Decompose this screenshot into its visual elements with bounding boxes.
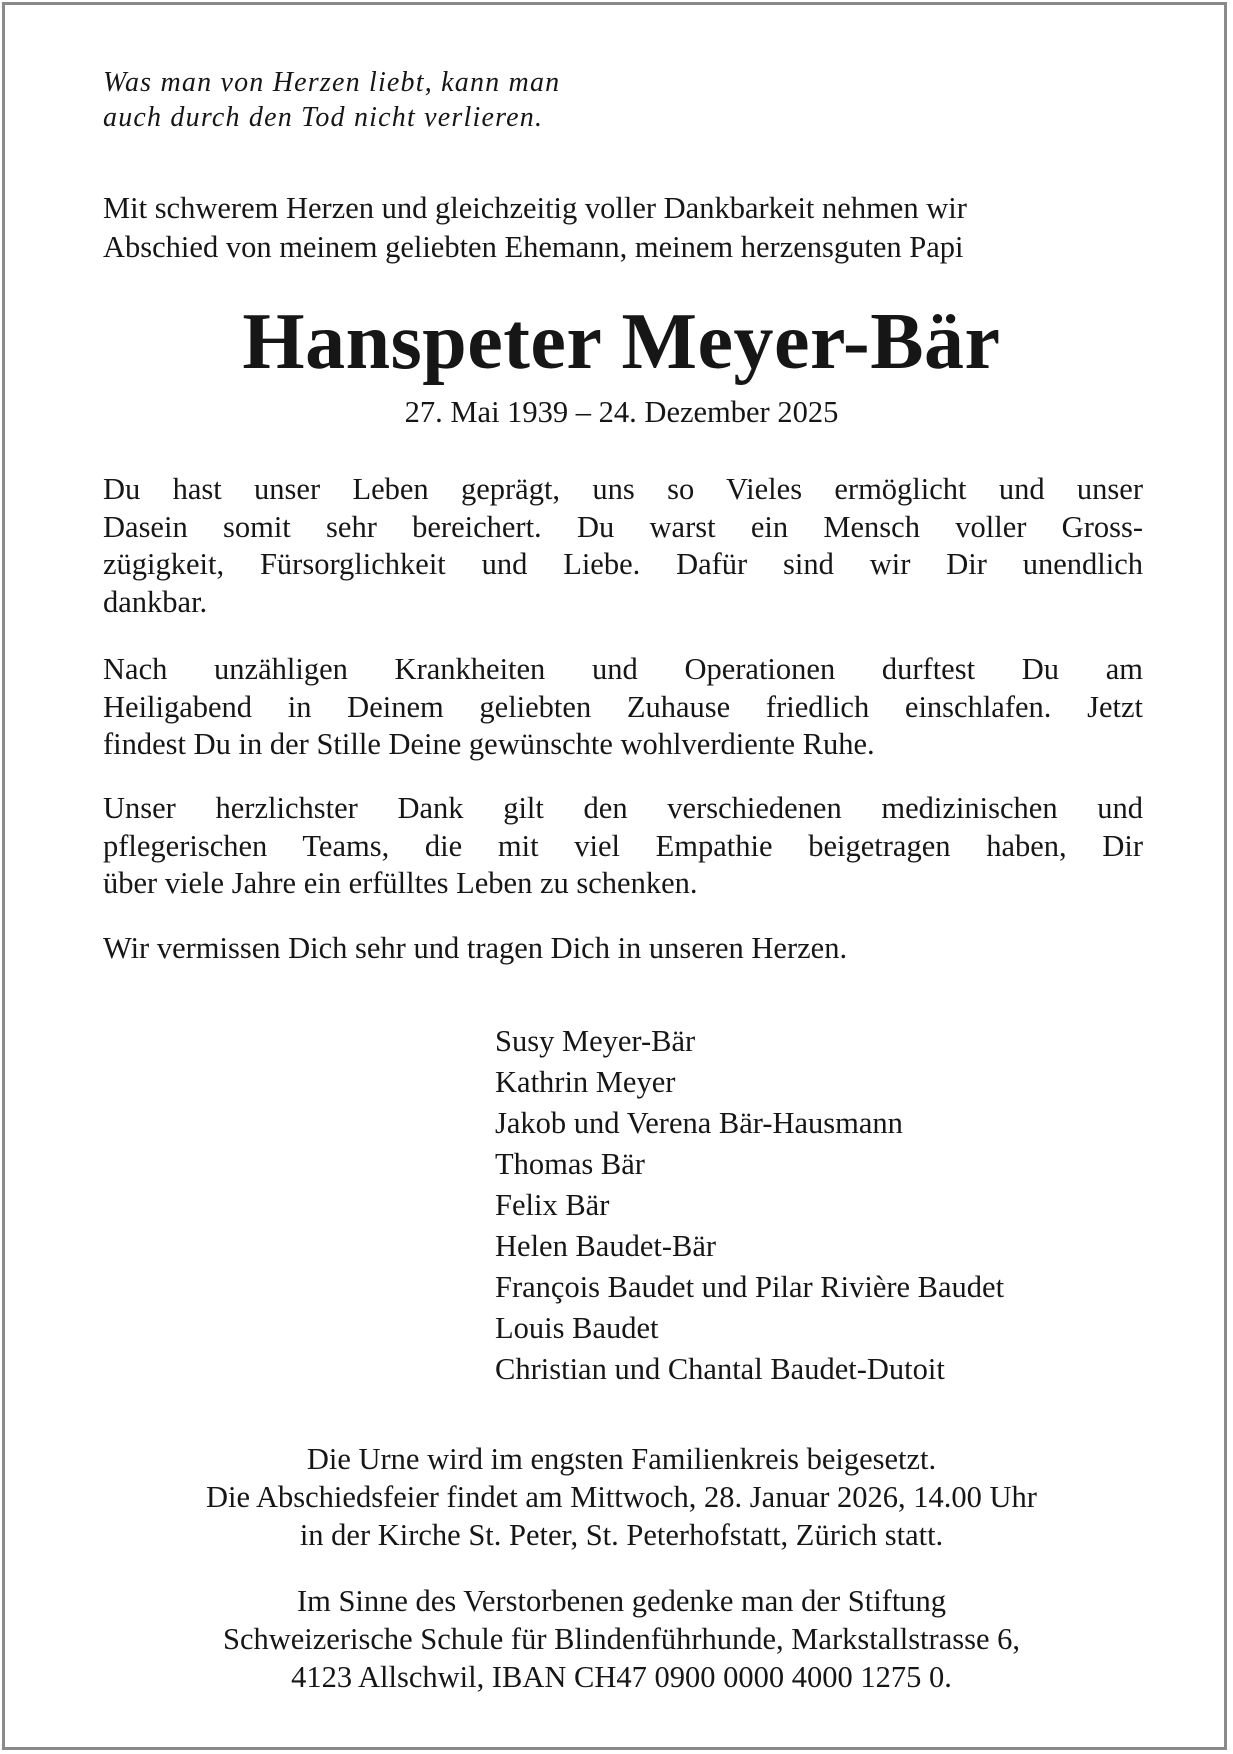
mourner-name: François Baudet und Pilar Rivière Baudet xyxy=(495,1270,1005,1304)
paragraph-line: über viele Jahre ein erfülltes Leben zu schenken. xyxy=(103,866,698,900)
intro-text xyxy=(103,189,1143,267)
donation-info xyxy=(5,1582,1233,1696)
motto-quote xyxy=(103,65,560,135)
paragraph-line: Wir vermissen Dich sehr und tragen Dich in unseren Herzen. xyxy=(103,931,848,965)
donation-line: Schweizerische Schule für Blindenführhunde, Markstallstrasse 6, xyxy=(222,1622,1021,1656)
motto-line: auch durch den Tod nicht verlieren. xyxy=(103,102,544,133)
paragraph-line: Nach unzähligen Krankheiten und Operationen durftest Du am xyxy=(103,652,1143,686)
obituary-frame xyxy=(2,2,1227,1750)
mourner-name: Thomas Bär xyxy=(495,1147,645,1181)
paragraph-line: Du hast unser Leben geprägt, uns so Vieles ermöglicht und unser xyxy=(103,472,1143,506)
paragraph-line: Heiligabend in Deinem geliebten Zuhause friedlich einschlafen. Jetzt xyxy=(103,689,1143,724)
mourner-name: Helen Baudet-Bär xyxy=(495,1229,717,1263)
paragraph-line: Unser herzlichster Dank gilt den verschiedenen medizinischen und xyxy=(103,791,1143,825)
ceremony-line: Die Abschiedsfeier findet am Mittwoch, 28. Januar 2026, 14.00 Uhr xyxy=(206,1480,1037,1514)
paragraph-farewell xyxy=(103,930,1143,968)
mourner-name: Louis Baudet xyxy=(495,1311,659,1345)
mourner-name: Felix Bär xyxy=(495,1188,610,1222)
ceremony-line: in der Kirche St. Peter, St. Peterhofstatt, Zürich statt. xyxy=(299,1518,944,1552)
paragraph-passing xyxy=(103,651,1143,764)
donation-line: Im Sinne des Verstorbenen gedenke man der Stiftung xyxy=(296,1584,947,1618)
mourner-name: Christian und Chantal Baudet-Dutoit xyxy=(495,1352,945,1386)
paragraph-line: findest Du in der Stille Deine gewünschte wohlverdiente Ruhe. xyxy=(103,727,875,761)
paragraph-line: Dasein somit sehr bereichert. Du warst ein Mensch voller Gross- xyxy=(103,509,1143,544)
paragraph-line: dankbar. xyxy=(103,584,208,619)
ceremony-info xyxy=(5,1440,1233,1554)
mourner-name: Kathrin Meyer xyxy=(495,1065,676,1099)
deceased-name: Hanspeter Meyer-Bär xyxy=(242,298,1001,386)
intro-line: Abschied von meinem geliebten Ehemann, meinem herzensguten Papi xyxy=(103,230,964,264)
life-dates: 27. Mai 1939 – 24. Dezember 2025 xyxy=(404,395,839,429)
paragraph-tribute xyxy=(103,471,1143,621)
mourner-name: Jakob und Verena Bär-Hausmann xyxy=(495,1106,903,1140)
paragraph-line: zügigkeit, Fürsorglichkeit und Liebe. Dafür sind wir Dir unendlich xyxy=(103,547,1143,581)
intro-line: Mit schwerem Herzen und gleichzeitig voller Dankbarkeit nehmen wir xyxy=(103,191,967,225)
ceremony-line: Die Urne wird im engsten Familienkreis beigesetzt. xyxy=(306,1442,937,1476)
mourners-list xyxy=(495,1021,1004,1390)
donation-line: 4123 Allschwil, IBAN CH47 0900 0000 4000 1275 0. xyxy=(291,1660,952,1694)
paragraph-line: pflegerischen Teams, die mit viel Empathie beigetragen haben, Dir xyxy=(103,828,1143,863)
mourner-name: Susy Meyer-Bär xyxy=(495,1024,696,1058)
paragraph-thanks xyxy=(103,790,1143,903)
motto-line: Was man von Herzen liebt, kann man xyxy=(103,67,561,98)
